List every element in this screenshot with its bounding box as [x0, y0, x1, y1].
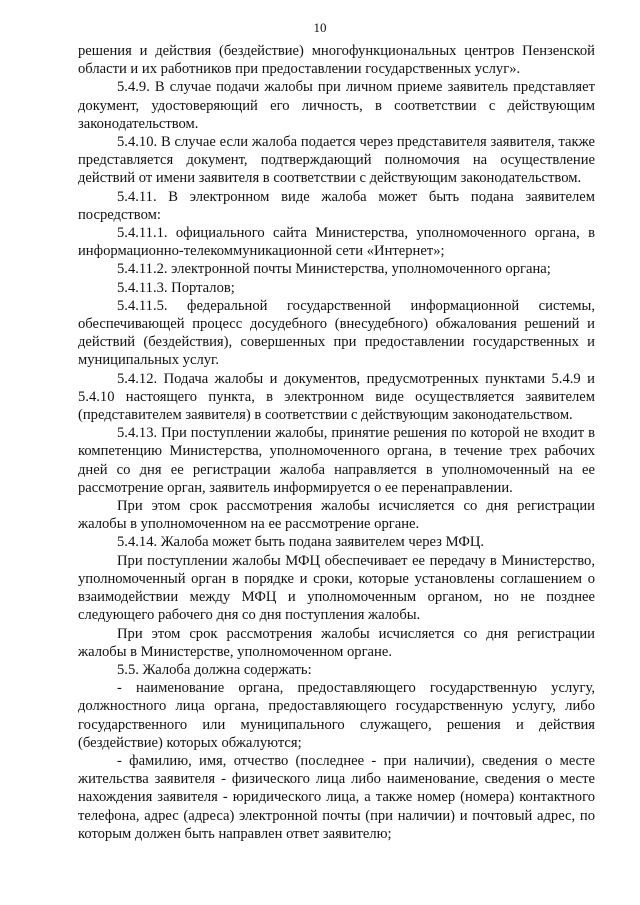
paragraph-continuation: решения и действия (бездействие) многофункциональных центров Пензенской области и их работников при предоставлении государственных услуг».	[78, 43, 595, 78]
paragraph-5-5-item-organ: - наименование органа, предоставляющего государственную услугу, должностного лица органа, предоставляющего государственную услугу, либо государственного или муниципального служащего, решения и действия (бездействие) которых обжалуются;	[78, 680, 595, 751]
paragraph-5-5: 5.5. Жалоба должна содержать:	[117, 661, 312, 678]
page-number: 10	[313, 20, 327, 35]
paragraph-5-4-12: 5.4.12. Подача жалобы и документов, предусмотренных пунктами 5.4.9 и 5.4.10 настоящего пункта, в электронном виде осуществляется заявителем (представителем заявителя) в соответствии с действующим законодательством.	[78, 370, 595, 424]
paragraph-5-4-14: 5.4.14. Жалоба может быть подана заявителем через МФЦ.	[117, 534, 485, 551]
paragraph-5-4-13: 5.4.13. При поступлении жалобы, принятие решения по которой не входит в компетенцию Министерства, уполномоченного органа, в течение трех рабочих дней со дня ее регистрации жалоба направляется в уполномоченный на ее рассмотрение орган, заявитель информируется о ее перенаправлении.	[78, 425, 595, 496]
document-body	[78, 42, 595, 843]
paragraph-5-4-13-term: При этом срок рассмотрения жалобы исчисляется со дня регистрации жалобы в уполномоченном на ее рассмотрение органе.	[78, 498, 595, 533]
paragraph-5-4-11-1: 5.4.11.1. официального сайта Министерства, уполномоченного органа, в информационно-телекоммуникационной сети «Интернет»;	[78, 225, 595, 260]
paragraph-5-4-11-3: 5.4.11.3. Порталов;	[117, 279, 235, 296]
paragraph-5-4-11-2: 5.4.11.2. электронной почты Министерства, уполномоченного органа;	[117, 261, 551, 278]
paragraph-5-4-9: 5.4.9. В случае подачи жалобы при личном приеме заявитель представляет документ, удостоверяющий его личность, в соответствии с действующим законодательством.	[78, 79, 595, 132]
paragraph-5-4-11: 5.4.11. В электронном виде жалоба может быть подана заявителем посредством:	[78, 188, 595, 223]
paragraph-5-4-11-5: 5.4.11.5. федеральной государственной информационной системы, обеспечивающей процесс досудебного (внесудебного) обжалования решений и действий (бездействия), совершенных при предоставлении государственных и муниципальных услуг.	[78, 297, 595, 369]
paragraph-5-4-14-term: При этом срок рассмотрения жалобы исчисляется со дня регистрации жалобы в Министерстве, уполномоченном органе.	[78, 625, 595, 660]
paragraph-5-4-10: 5.4.10. В случае если жалоба подается через представителя заявителя, также представляется документ, подтверждающий полномочия на осуществление действий от имени заявителя в соответствии с действующим законодательством.	[78, 134, 595, 187]
paragraph-5-5-item-applicant: - фамилию, имя, отчество (последнее - при наличии), сведения о месте жительства заявителя - физического лица либо наименование, сведения о месте нахождения заявителя - юридического лица, а также номер (номера) контактного телефона, адрес (адреса) электронной почты (при наличии) и почтовый адрес, по которым должен быть направлен ответ заявителю;	[78, 752, 595, 842]
paragraph-5-4-14-mfc: При поступлении жалобы МФЦ обеспечивает ее передачу в Министерство, уполномоченный орган в порядке и сроки, которые установлены соглашением о взаимодействии между МФЦ и уполномоченным органом, но не позднее следующего рабочего дня со дня поступления жалобы.	[78, 552, 595, 624]
